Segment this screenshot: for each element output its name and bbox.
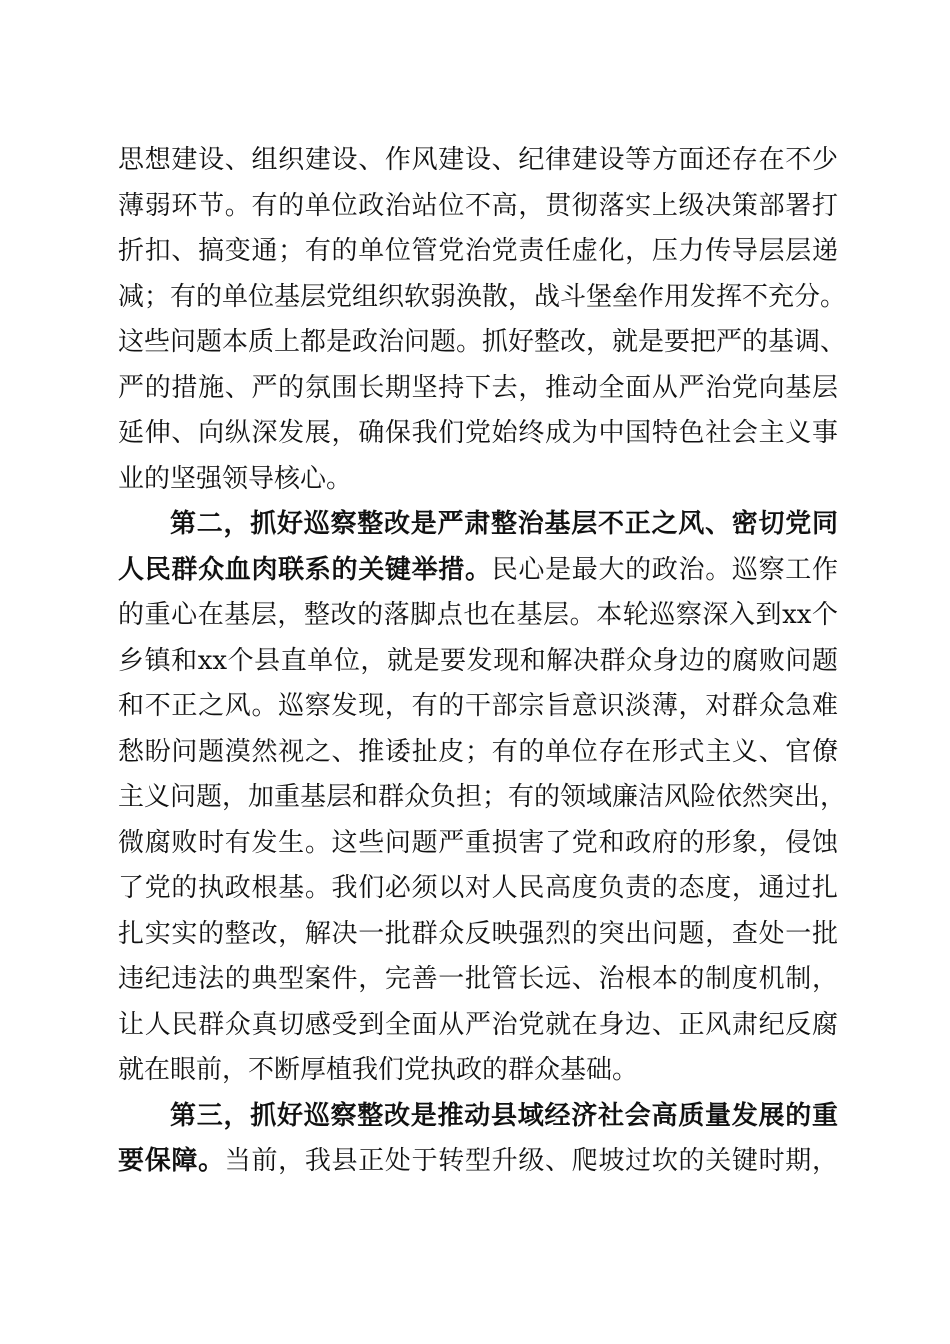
text-line: 乡镇和xx个县直单位，就是要发现和解决群众身边的腐败问题	[118, 645, 838, 676]
text-line: 了党的执政根基。我们必须以对人民高度负责的态度，通过扎	[118, 873, 838, 903]
paragraph-lead-line: 第二，抓好巡察整改是严肃整治基层不正之风、密切党同	[170, 509, 838, 539]
text-line: 减；有的单位基层党组织软弱涣散，战斗堡垒作用发挥不充分。	[118, 281, 847, 312]
text-line: 延伸、向纵深发展，确保我们党始终成为中国特色社会主义事	[118, 418, 838, 448]
text-line: 微腐败时有发生。这些问题严重损害了党和政府的形象，侵蚀	[118, 827, 838, 858]
text-line: 扎实实的整改，解决一批群众反映强烈的突出问题，查处一批	[118, 918, 838, 949]
text-line: 主义问题，加重基层和群众负担；有的领域廉洁风险依然突出，	[118, 782, 847, 812]
document-body	[118, 138, 847, 1185]
text-span: 当前，我县正处于转型升级、爬坡过坎的关键时期，	[224, 1146, 838, 1176]
text-line: 就在眼前，不断厚植我们党执政的群众基础。	[118, 1055, 639, 1085]
text-line: 愁盼问题漠然视之、推诿扯皮；有的单位存在形式主义、官僚	[118, 736, 838, 767]
paragraph-lead-text: 人民群众血肉联系的关键举措。	[118, 554, 492, 585]
text-line: 这些问题本质上都是政治问题。抓好整改，就是要把严的基调、	[118, 327, 847, 357]
text-line	[118, 548, 838, 594]
paragraph-1	[118, 138, 847, 502]
text-line: 违纪违法的典型案件，完善一批管长远、治根本的制度机制，	[118, 964, 838, 994]
text-line: 让人民群众真切感受到全面从严治党就在身边、正风肃纪反腐	[118, 1009, 838, 1040]
text-line: 和不正之风。巡察发现，有的干部宗旨意识淡薄，对群众急难	[118, 691, 838, 721]
text-line: 业的坚强领导核心。	[118, 463, 353, 494]
paragraph-3	[118, 1094, 838, 1185]
paragraph-lead-line: 第三，抓好巡察整改是推动县域经济社会高质量发展的重	[170, 1100, 838, 1131]
text-line: 薄弱环节。有的单位政治站位不高，贯彻落实上级决策部署打	[118, 190, 838, 221]
text-line: 折扣、搞变通；有的单位管党治党责任虚化，压力传导层层递	[118, 236, 838, 266]
paragraph-lead-text: 要保障。	[118, 1146, 225, 1176]
text-line: 严的措施、严的氛围长期坚持下去，推动全面从严治党向基层	[118, 372, 838, 403]
text-span: 民心是最大的政治。巡察工作	[491, 554, 838, 585]
text-line: 思想建设、组织建设、作风建设、纪律建设等方面还存在不少	[118, 145, 838, 175]
text-line	[118, 1139, 838, 1185]
text-line: 的重心在基层，整改的落脚点也在基层。本轮巡察深入到xx个	[118, 600, 838, 630]
paragraph-2	[118, 502, 847, 1094]
